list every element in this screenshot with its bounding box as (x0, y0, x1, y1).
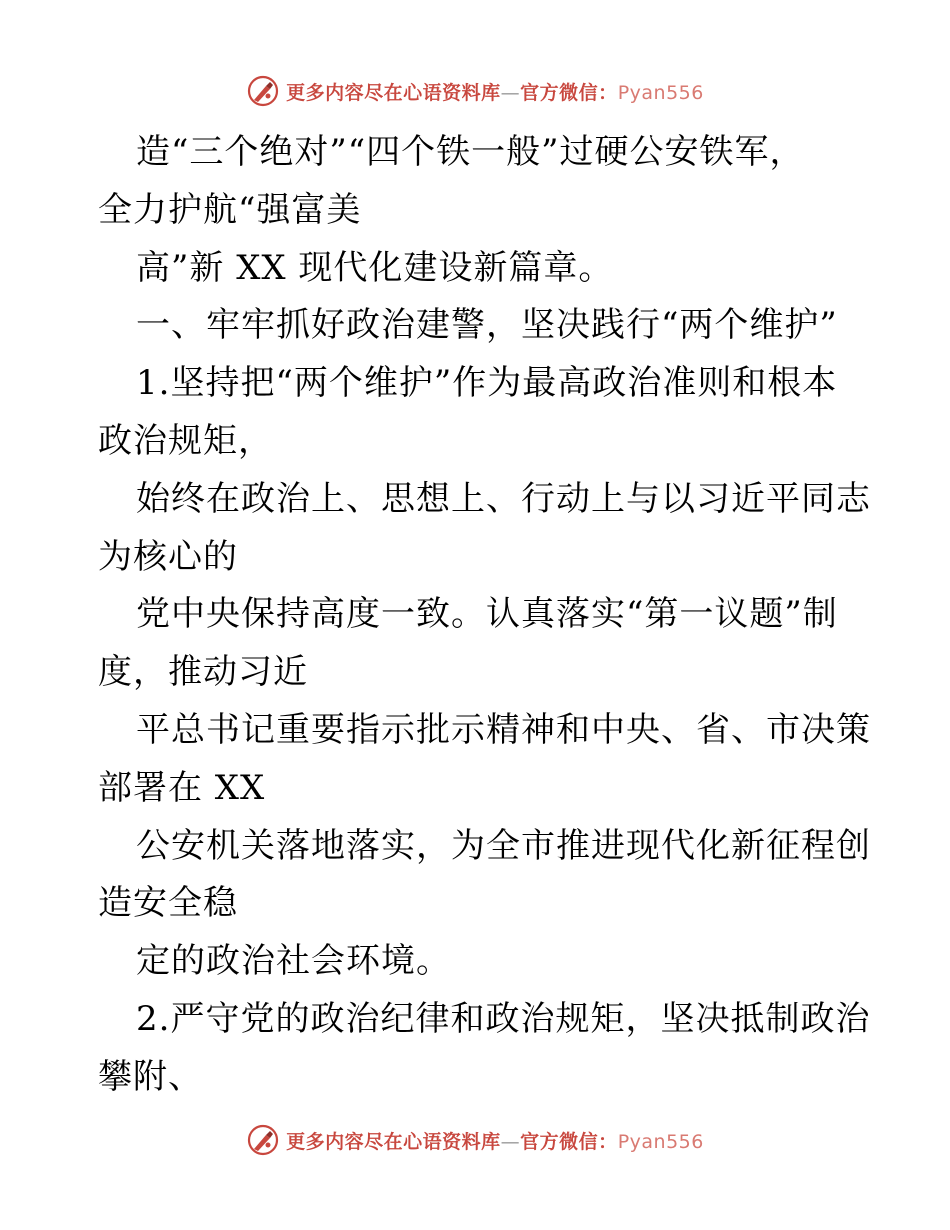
paragraph-line: 政治规矩， (98, 420, 273, 461)
header-watermark (0, 71, 950, 111)
paragraph-line: 高”新 XX 现代化建设新篇章。 (136, 247, 614, 288)
pen-logo-icon (246, 74, 280, 108)
paragraph-line: 全力护航“强富美 (98, 189, 362, 230)
paragraph-line: 党中央保持高度一致。认真落实“第一议题”制 (136, 594, 838, 635)
paragraph-line: 部署在 XX (98, 767, 266, 808)
pen-logo-icon (246, 1123, 280, 1157)
watermark-text: 更多内容尽在心语资料库—官方微信：Pyan556 (286, 1130, 704, 1153)
paragraph-line: 始终在政治上、思想上、行动上与以习近平同志 (136, 478, 871, 519)
watermark-text: 更多内容尽在心语资料库—官方微信：Pyan556 (286, 81, 704, 104)
paragraph-line: 造安全稳 (98, 883, 238, 924)
paragraph-line: 定的政治社会环境。 (136, 941, 451, 982)
paragraph-line: 2.严守党的政治纪律和政治规矩，坚决抵制政治 (136, 998, 871, 1039)
paragraph-line: 为核心的 (98, 536, 238, 577)
section-heading: 一、牢牢抓好政治建警，坚决践行“两个维护” (136, 305, 838, 346)
paragraph-line: 造“三个绝对”“四个铁一般”过硬公安铁军， (136, 132, 805, 172)
paragraph-line: 平总书记重要指示批示精神和中央、省、市决策 (136, 709, 871, 750)
paragraph-line: 1.坚持把“两个维护”作为最高政治准则和根本 (136, 363, 838, 404)
document-body (98, 124, 871, 1107)
footer-watermark (0, 1120, 950, 1160)
paragraph-line: 度，推动习近 (98, 652, 308, 693)
paragraph-line: 公安机关落地落实，为全市推进现代化新征程创 (136, 825, 871, 866)
paragraph-line: 攀附、 (98, 1056, 203, 1097)
